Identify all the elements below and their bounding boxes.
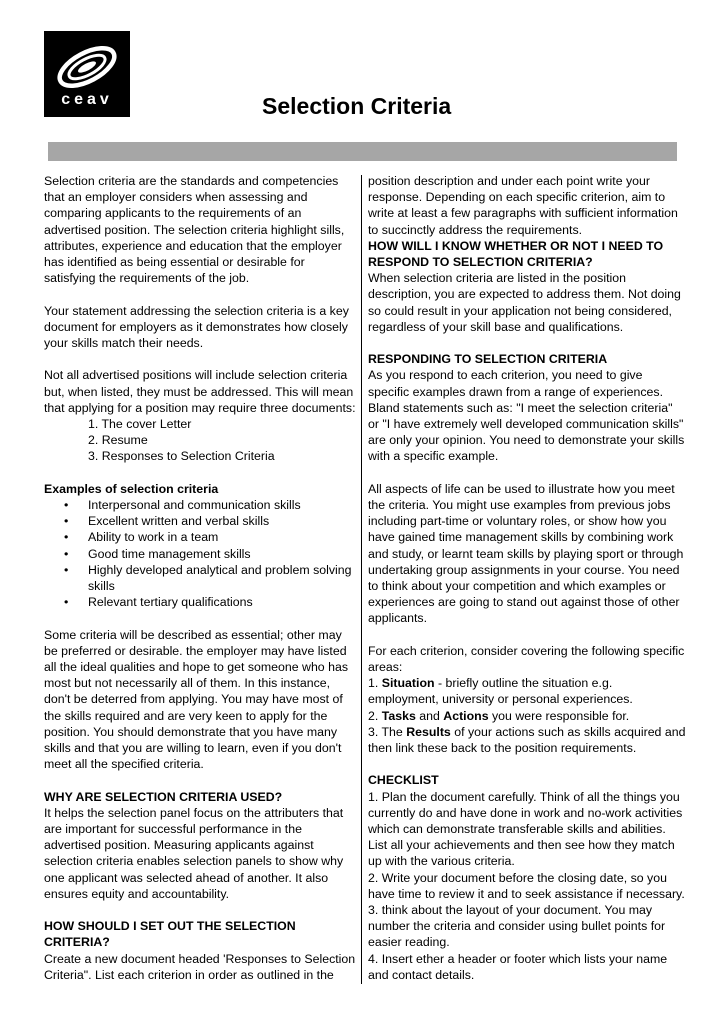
header-bar (48, 142, 677, 161)
list-item: 1. The cover Letter (88, 417, 192, 432)
left-column (44, 173, 358, 983)
situation-item: 1. Situation - briefly outline the situation e.g. employment, university or personal experiences. (368, 676, 633, 707)
how-heading: HOW SHOULD I SET OUT THE SELECTION CRITERIA? (44, 919, 296, 950)
aspects-paragraph: All aspects of life can be used to illustrate how you meet the criteria. You might use examples from previous jobs including part-time or voluntary roles, or show how you have gained time management skills by combining work and study, or learnt team skills by playing sport or through undertaking group assignments in your course. You need to think about your competition and which examples or experiences are going to stand out against those of other applicants. (368, 481, 684, 626)
list-item: • Interpersonal and communication skills (88, 497, 358, 513)
situation-term: Situation (381, 676, 435, 691)
intro-paragraph: Selection criteria are the standards and competencies that an employer considers when assessing and comparing applicants to the requirements of an advertised position. The selection criteria highlight sills, attributes, experience and education that the employer has identified as being essential or desirable for satisfying the requirements of the job. (44, 174, 345, 286)
know-paragraph: When selection criteria are listed in the position description, you are expected to address them. Not doing so could result in your application not being considered, regardless of your skill base and qualifications. (368, 271, 681, 334)
actions-term: Actions (443, 708, 489, 723)
results-item: 3. The Results of your actions such as skills acquired and then link these back to the position requirements. (368, 724, 686, 756)
list-item: • Highly developed analytical and problem solving skills (88, 562, 358, 594)
tasks-item: 2. Tasks and Actions you were responsible for. (368, 708, 630, 723)
list-item: 2. Resume (88, 433, 148, 448)
checklist-heading: CHECKLIST (368, 773, 439, 788)
checklist-item: 1. Plan the document carefully. Think of all the things you currently do and have done in work and no-work activities which can demonstrate transferable skills and abilities. List all your achievements and then see how they match up with the various criteria. (368, 789, 683, 869)
list-item: • Ability to work in a team (88, 529, 358, 545)
examples-list (44, 497, 358, 610)
logo-text: ceav (61, 91, 113, 108)
examples-heading: Examples of selection criteria (44, 481, 219, 496)
column-divider (361, 175, 362, 984)
tasks-term: Tasks (381, 708, 416, 723)
documents-paragraph: Not all advertised positions will include selection criteria but, when listed, they must be addressed. This will mean that applying for a position may require three documents: (44, 368, 356, 415)
checklist-item: 3. think about the layout of your document. You may number the criteria and consider using bullet points for easier reading. (368, 903, 666, 950)
statement-paragraph: Your statement addressing the selection criteria is a key document for employers as it demonstrates how closely your skills match their needs. (44, 303, 349, 351)
respond-paragraph: As you respond to each criterion, you need to give specific examples drawn from a range of experiences. Bland statements such as: "I meet the selection criteria" or "I have extremely well developed communication skills" are only your opinion. You need to demonstrate your skills with a specific example. (368, 368, 685, 464)
checklist-item: 2. Write your document before the closing date, so you have time to review it and to seek assistance if necessary. (368, 870, 685, 901)
results-term: Results (406, 724, 451, 739)
list-item: • Excellent written and verbal skills (88, 513, 358, 529)
right-column (368, 173, 686, 983)
list-item: • Good time management skills (88, 546, 358, 562)
essential-paragraph: Some criteria will be described as essential; other may be preferred or desirable. the employer may have listed all the ideal qualities and hope to get someone who has most but not necessarily all of them. In this instance, don't be deterred from applying. You may have most of the skills required and are very keen to apply for the position. You should demonstrate that you have many skills and that you are willing to learn, even if you don't meet all the specified criteria. (44, 627, 349, 772)
why-heading: WHY ARE SELECTION CRITERIA USED? (44, 789, 283, 804)
know-heading: HOW WILL I KNOW WHETHER OR NOT I NEED TO RESPOND TO SELECTION CRITERIA? (368, 238, 664, 270)
why-paragraph: It helps the selection panel focus on the attributers that are important for successful performance in the advertised position. Measuring applicants against selection criteria enables selection panels to show why one applicant was selected ahead of another. It also ensures equity and accountability. (44, 805, 344, 901)
ceav-logo (44, 31, 130, 117)
continued-paragraph: position description and under each point write your response. Depending on each specific criterion, aim to write at least a few paragraphs with sufficient information to succinctly address the requirements. (368, 174, 678, 237)
checklist-item: 4. Insert ether a header or footer which lists your name and contact details. (368, 951, 668, 982)
documents-list (44, 416, 358, 465)
how-paragraph: Create a new document headed 'Responses to Selection Criteria". List each criterion in order as outlined in the (44, 951, 356, 982)
list-item: • Relevant tertiary qualifications (88, 594, 358, 610)
page-title: Selection Criteria (262, 93, 452, 119)
each-criterion-intro: For each criterion, consider covering the following specific areas: (368, 643, 685, 675)
list-item: 3. Responses to Selection Criteria (88, 449, 275, 464)
respond-heading: RESPONDING TO SELECTION CRITERIA (368, 352, 608, 367)
